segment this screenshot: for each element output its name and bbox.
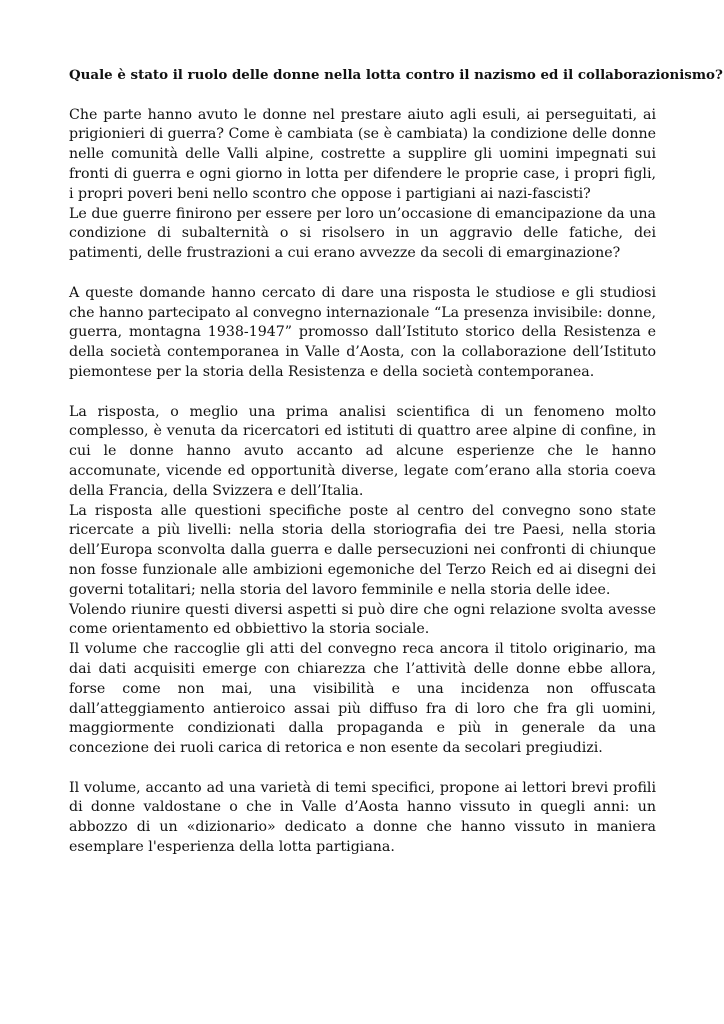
document-page [69, 66, 723, 858]
paragraph-gap [69, 264, 656, 284]
paragraph-dizionario: Il volume, accanto ad una varietà di temi specifici, propone ai lettori brevi profili di donne valdostane o che in Valle d’Aosta hanno vissuto in quegli anni: un abbozzo di un «dizionario» dedicato a donne che hanno vissuto in maniera esemplare l'esperienza della lotta partigiana. [69, 779, 656, 856]
paragraph-questions: Che parte hanno avuto le donne nel prestare aiuto agli esuli, ai perseguitati, ai prigionieri di guerra? Come è cambiata (se è cambiata) la condizione delle donne nelle comunità delle Valli alpine, costrette a supplire gli uomini impegnati sui fronti di guerra e ogni giorno in lotta per difendere le proprie case, i propri figli, i propri poveri beni nello scontro che oppose i partigiani ai nazi-fascisti? [69, 106, 656, 202]
paragraph-livelli: La risposta alle questioni specifiche poste al centro del convegno sono state ricercate a più livelli: nella storia della storiografia dei tre Paesi, nella storia dell’Europa sconvolta dalla guerra e dalle persecuzioni nei confronti di chiunque non fosse funzionale alle ambizioni egemoniche del Terzo Reich ed ai disegni dei governi totalitari; nella storia del lavoro femminile e nella storia delle idee. [69, 502, 656, 598]
paragraph-volume-atti: Il volume che raccoglie gli atti del convegno reca ancora il titolo originario, ma dai dati acquisiti emerge con chiarezza che l’attività delle donne ebbe allora, forse come non mai, una visibilità e una incidenza non offuscata dall’atteggiamento antieroico assai più diffuso fra di loro che fra gli uomini, maggiormente condizionati dalla propaganda e più in generale da una concezione dei ruoli carica di retorica e non esente da secolari pregiudizi. [69, 641, 656, 757]
paragraph-risposta: La risposta, o meglio una prima analisi scientifica di un fenomeno molto complesso, è venuta da ricercatori ed istituti di quattro aree alpine di confine, in cui le donne hanno avuto accanto ad alcune esperienze che le hanno accomunate, vicende ed opportunità diverse, legate com’erano alla storia coeva della Francia, della Svizzera e dell’Italia. [69, 403, 656, 499]
paragraph-wars: Le due guerre finirono per essere per loro un’occasione di emancipazione da una condizione di subalternità o si risolsero in un aggravio delle fatiche, dei patimenti, delle frustrazioni a cui erano avvezze da secoli di emarginazione? [69, 205, 656, 262]
paragraph-storia-sociale: Volendo riunire questi diversi aspetti si può dire che ogni relazione svolta avesse come orientamento ed obbiettivo la storia sociale. [69, 601, 656, 638]
paragraph-convegno: A queste domande hanno cercato di dare una risposta le studiose e gli studiosi che hanno partecipato al convegno internazionale “La presenza invisibile: donne, guerra, montagna 1938-1947” promosso dall’Istituto storico della Resistenza e della società contemporanea in Valle d’Aosta, con la collaborazione dell’Istituto piemontese per la storia della Resistenza e della società contemporanea. [69, 284, 656, 380]
document-title: Quale è stato il ruolo delle donne nella lotta contro il nazismo ed il collaborazionismo? [69, 67, 723, 83]
paragraph-gap [69, 759, 656, 779]
paragraph-gap [69, 383, 656, 403]
